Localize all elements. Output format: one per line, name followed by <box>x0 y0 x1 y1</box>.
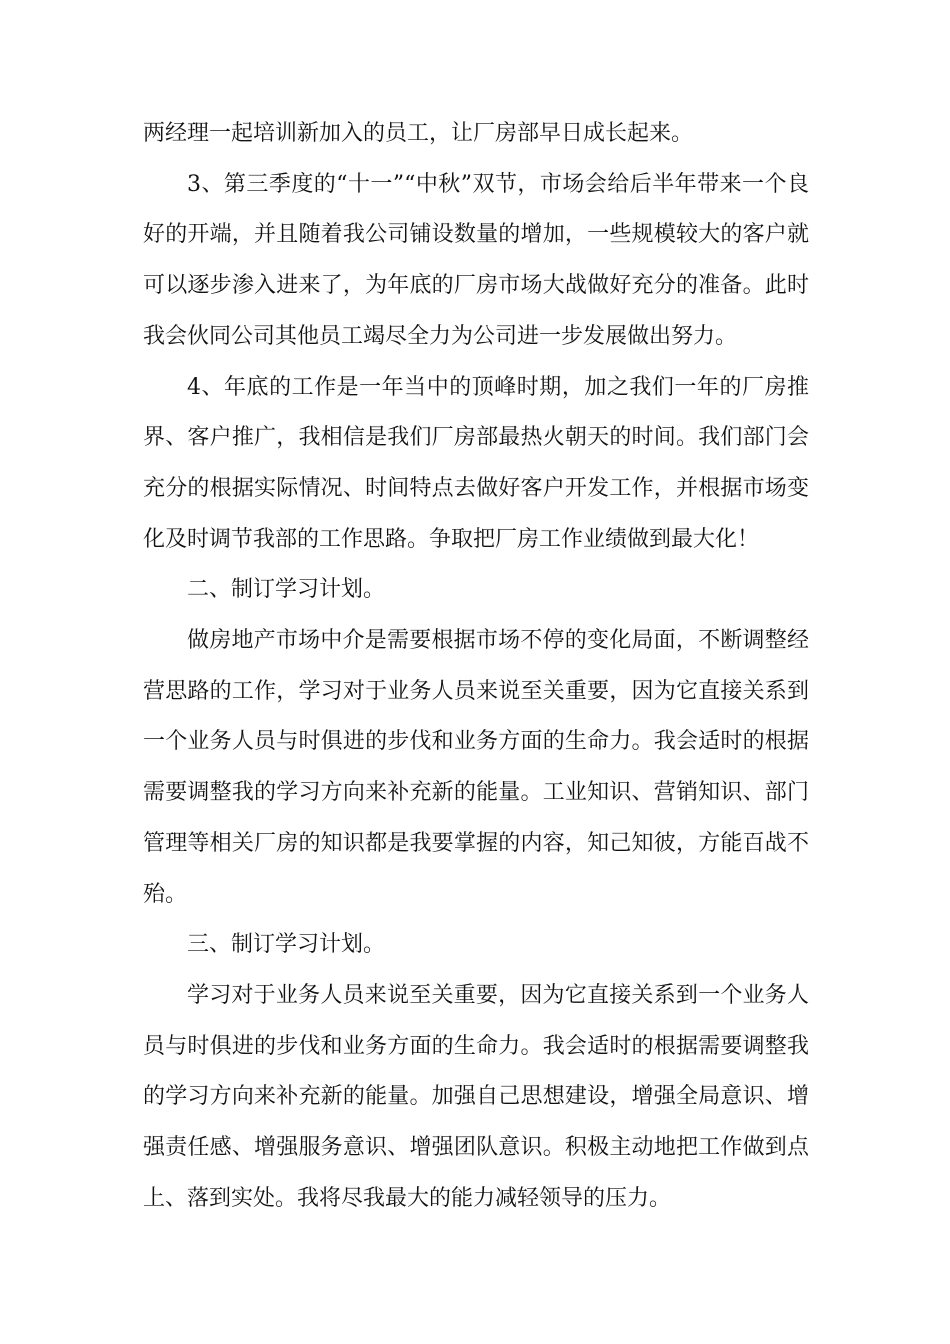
paragraph-section-3-body: 学习对于业务人员来说至关重要，因为它直接关系到一个业务人员与时俱进的步伐和业务方面的生命力。我会适时的根据需要调整我的学习方向来补充新的能量。加强自己思想建设，增强全局意识、增强责任感、增强服务意识、增强团队意识。积极主动地把工作做到点上、落到实处。我将尽我最大的能力减轻领导的压力。 <box>143 982 809 1211</box>
paragraph-item-4: 4、年底的工作是一年当中的顶峰时期，加之我们一年的厂房推界、客户推广，我相信是我们厂房部最热火朝天的时间。我们部门会充分的根据实际情况、时间特点去做好客户开发工作，并根据市场变化及时调节我部的工作思路。争取把厂房工作业绩做到最大化！ <box>143 374 809 552</box>
paragraph-section-2-body: 做房地产市场中介是需要根据市场不停的变化局面，不断调整经营思路的工作，学习对于业务人员来说至关重要，因为它直接关系到一个业务人员与时俱进的步伐和业务方面的生命力。我会适时的根据需要调整我的学习方向来补充新的能量。工业知识、营销知识、部门管理等相关厂房的知识都是我要掌握的内容，知己知彼，方能百战不殆。 <box>143 628 809 907</box>
paragraph-item-3: 3、第三季度的“十一”“中秋”双节，市场会给后半年带来一个良好的开端，并且随着我公司铺设数量的增加，一些规模较大的客户就可以逐步渗入进来了，为年底的厂房市场大战做好充分的准备。此时我会伙同公司其他员工竭尽全力为公司进一步发展做出努力。 <box>143 171 809 349</box>
paragraph-continuation: 两经理一起培训新加入的员工，让厂房部早日成长起来。 <box>143 121 694 146</box>
section-heading-3: 三、制订学习计划。 <box>187 932 386 958</box>
document-body <box>143 109 809 1224</box>
section-heading-2: 二、制订学习计划。 <box>187 577 386 603</box>
